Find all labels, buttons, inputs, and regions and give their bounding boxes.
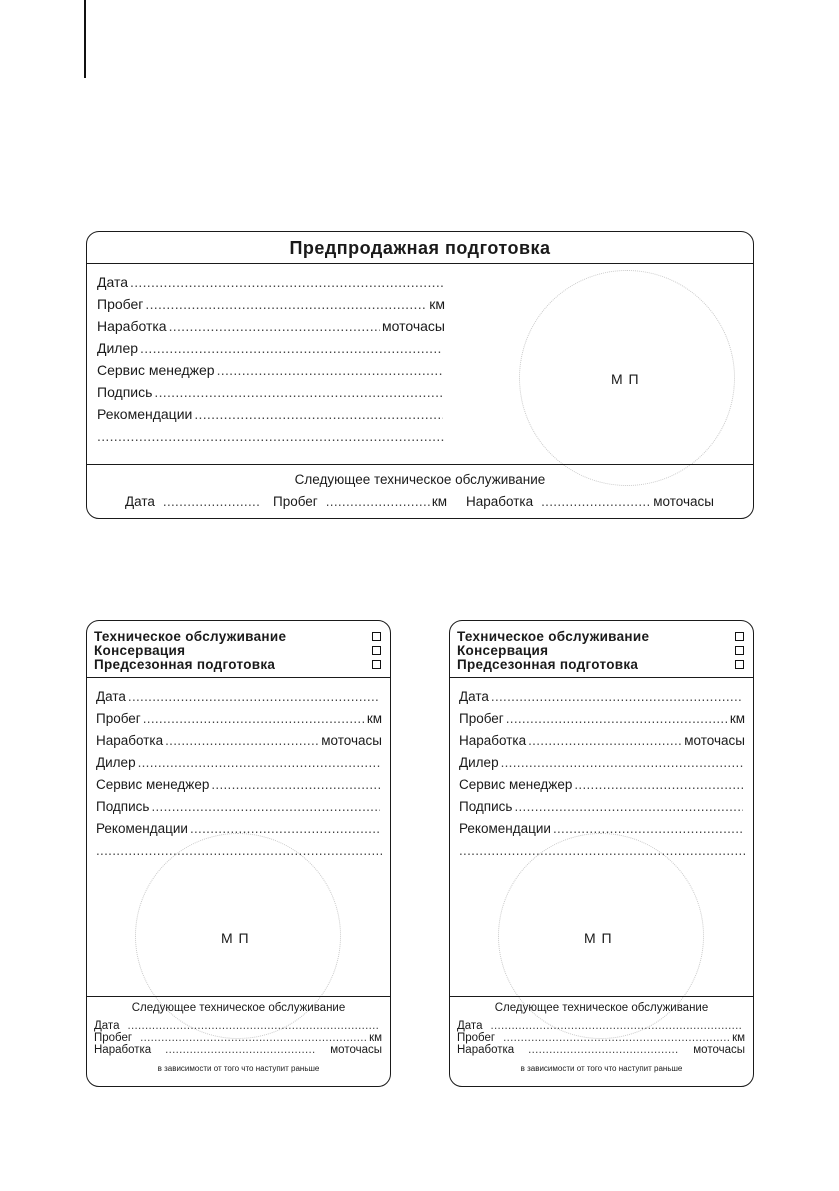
signature-field[interactable] bbox=[459, 799, 745, 814]
hours-dots bbox=[165, 733, 319, 748]
manager-label: Сервис менеджер bbox=[97, 362, 215, 378]
recommendations-extra-line[interactable] bbox=[459, 843, 745, 858]
dealer-field[interactable] bbox=[459, 755, 745, 770]
recommendations-field[interactable] bbox=[459, 821, 745, 836]
option-conservation-label: Консервация bbox=[457, 643, 549, 658]
next-hours-dots bbox=[165, 1044, 316, 1056]
next-mileage-unit: км bbox=[732, 1032, 745, 1044]
dealer-label: Дилер bbox=[97, 340, 139, 356]
next-mileage-unit: км bbox=[369, 1032, 382, 1044]
checkbox-icon[interactable] bbox=[372, 660, 381, 669]
next-mileage-unit: км bbox=[431, 494, 447, 509]
hours-field[interactable] bbox=[96, 733, 382, 748]
next-hours-unit: моточасы bbox=[330, 1044, 382, 1056]
stamp-label: М П bbox=[221, 930, 250, 946]
extra-dots bbox=[96, 843, 382, 858]
signature-dots bbox=[154, 384, 443, 400]
service-card-right bbox=[449, 620, 754, 1087]
mileage-dots bbox=[506, 711, 728, 726]
dealer-field[interactable] bbox=[96, 755, 382, 770]
hours-label: Наработка bbox=[459, 733, 527, 748]
signature-dots bbox=[151, 799, 380, 814]
signature-label: Подпись bbox=[96, 799, 150, 814]
next-service-title: Следующее техническое обслуживание bbox=[294, 472, 546, 487]
mileage-dots bbox=[145, 296, 427, 312]
hours-label: Наработка bbox=[97, 318, 167, 334]
presale-card bbox=[86, 231, 754, 519]
recommendations-dots bbox=[194, 406, 443, 422]
date-field[interactable] bbox=[97, 274, 445, 290]
next-date-label: Дата bbox=[125, 494, 155, 509]
recommendations-dots bbox=[553, 821, 743, 836]
checkbox-icon[interactable] bbox=[735, 632, 744, 641]
date-dots bbox=[491, 689, 743, 704]
dealer-label: Дилер bbox=[96, 755, 136, 770]
whichever-first-note: в зависимости от того что наступит раньше bbox=[157, 1064, 320, 1073]
recommendations-label: Рекомендации bbox=[97, 406, 193, 422]
next-date-label: Дата bbox=[94, 1020, 120, 1032]
checkbox-icon[interactable] bbox=[735, 646, 744, 655]
service-card-left bbox=[86, 620, 391, 1087]
stamp-label: М П bbox=[611, 371, 640, 387]
checkbox-icon[interactable] bbox=[735, 660, 744, 669]
date-label: Дата bbox=[97, 274, 129, 290]
date-dots bbox=[128, 689, 380, 704]
extra-dots bbox=[459, 843, 745, 858]
header-divider bbox=[87, 677, 390, 678]
manager-dots bbox=[211, 777, 380, 792]
hours-unit: моточасы bbox=[321, 733, 382, 748]
whichever-first-note: в зависимости от того что наступит раньше bbox=[520, 1064, 683, 1073]
signature-dots bbox=[514, 799, 743, 814]
next-hours-field[interactable] bbox=[466, 494, 714, 509]
presale-title: Предпродажная подготовка bbox=[289, 238, 551, 258]
date-field[interactable] bbox=[96, 689, 382, 704]
date-label: Дата bbox=[459, 689, 489, 704]
next-date-field[interactable] bbox=[94, 1020, 382, 1032]
option-conservation-label: Консервация bbox=[94, 643, 186, 658]
next-hours-label: Наработка bbox=[94, 1044, 152, 1056]
next-service-title: Следующее техническое обслуживание bbox=[131, 1002, 346, 1014]
date-field[interactable] bbox=[459, 689, 745, 704]
mileage-dots bbox=[143, 711, 365, 726]
footer-divider bbox=[87, 996, 390, 997]
next-mileage-label: Пробег bbox=[94, 1032, 133, 1044]
next-mileage-field[interactable] bbox=[457, 1032, 745, 1044]
dealer-label: Дилер bbox=[459, 755, 499, 770]
mileage-unit: км bbox=[729, 711, 745, 726]
signature-label: Подпись bbox=[97, 384, 153, 400]
presale-header-divider bbox=[87, 263, 753, 264]
hours-label: Наработка bbox=[96, 733, 164, 748]
dealer-dots bbox=[140, 340, 443, 356]
next-service-title: Следующее техническое обслуживание bbox=[494, 1002, 709, 1014]
next-hours-dots bbox=[541, 494, 651, 509]
next-mileage-dots bbox=[326, 494, 430, 509]
manager-field[interactable] bbox=[96, 777, 382, 792]
next-date-dots bbox=[490, 1020, 743, 1032]
manager-dots bbox=[574, 777, 743, 792]
dealer-field[interactable] bbox=[97, 340, 445, 356]
recommendations-label: Рекомендации bbox=[96, 821, 188, 836]
next-date-field[interactable] bbox=[125, 494, 261, 509]
manager-field[interactable] bbox=[459, 777, 745, 792]
option-maintenance[interactable] bbox=[457, 629, 744, 644]
recommendations-label: Рекомендации bbox=[459, 821, 551, 836]
page-margin-marker bbox=[84, 0, 86, 78]
option-preseason[interactable] bbox=[94, 657, 381, 672]
next-hours-label: Наработка bbox=[466, 494, 534, 509]
presale-footer-divider bbox=[87, 464, 753, 465]
signature-field[interactable] bbox=[96, 799, 382, 814]
next-hours-field[interactable] bbox=[457, 1044, 745, 1056]
next-hours-unit: моточасы bbox=[693, 1044, 745, 1056]
signature-label: Подпись bbox=[459, 799, 513, 814]
checkbox-icon[interactable] bbox=[372, 646, 381, 655]
extra-dots bbox=[97, 428, 445, 444]
hours-dots bbox=[528, 733, 682, 748]
dealer-dots bbox=[138, 755, 380, 770]
next-hours-field[interactable] bbox=[94, 1044, 382, 1056]
hours-unit: моточасы bbox=[382, 318, 445, 334]
next-hours-dots bbox=[528, 1044, 679, 1056]
option-preseason-label: Предсезонная подготовка bbox=[457, 657, 639, 672]
mileage-unit: км bbox=[429, 296, 445, 312]
recommendations-extra-line[interactable] bbox=[96, 843, 382, 858]
option-maintenance-label: Техническое обслуживание bbox=[457, 629, 650, 644]
next-mileage-field[interactable] bbox=[94, 1032, 382, 1044]
mileage-label: Пробег bbox=[459, 711, 504, 726]
mileage-field[interactable] bbox=[459, 711, 745, 726]
mileage-label: Пробег bbox=[96, 711, 141, 726]
mileage-field[interactable] bbox=[97, 296, 445, 312]
hours-unit: моточасы bbox=[684, 733, 745, 748]
date-dots bbox=[130, 274, 443, 290]
hours-field[interactable] bbox=[459, 733, 745, 748]
next-hours-label: Наработка bbox=[457, 1044, 515, 1056]
next-mileage-label: Пробег bbox=[457, 1032, 496, 1044]
hours-field[interactable] bbox=[97, 318, 445, 334]
option-conservation[interactable] bbox=[457, 643, 744, 658]
mileage-label: Пробег bbox=[97, 296, 144, 312]
stamp-label: М П bbox=[584, 930, 613, 946]
mileage-field[interactable] bbox=[96, 711, 382, 726]
next-date-field[interactable] bbox=[457, 1020, 745, 1032]
next-mileage-dots bbox=[140, 1032, 367, 1044]
next-mileage-dots bbox=[503, 1032, 730, 1044]
manager-label: Сервис менеджер bbox=[459, 777, 573, 792]
next-date-dots bbox=[163, 494, 259, 509]
option-maintenance-label: Техническое обслуживание bbox=[94, 629, 287, 644]
next-date-dots bbox=[127, 1020, 380, 1032]
next-hours-unit: моточасы bbox=[653, 494, 714, 509]
option-maintenance[interactable] bbox=[94, 629, 381, 644]
option-preseason[interactable] bbox=[457, 657, 744, 672]
mileage-unit: км bbox=[366, 711, 382, 726]
next-mileage-field[interactable] bbox=[273, 494, 447, 509]
recommendations-field[interactable] bbox=[97, 406, 445, 422]
next-mileage-label: Пробег bbox=[273, 494, 318, 509]
option-conservation[interactable] bbox=[94, 643, 381, 658]
checkbox-icon[interactable] bbox=[372, 632, 381, 641]
option-preseason-label: Предсезонная подготовка bbox=[94, 657, 276, 672]
hours-dots bbox=[169, 318, 380, 334]
manager-dots bbox=[217, 362, 443, 378]
recommendations-extra-line[interactable] bbox=[97, 428, 445, 444]
signature-field[interactable] bbox=[97, 384, 445, 400]
manager-label: Сервис менеджер bbox=[96, 777, 210, 792]
next-date-label: Дата bbox=[457, 1020, 483, 1032]
footer-divider bbox=[450, 996, 753, 997]
date-label: Дата bbox=[96, 689, 126, 704]
manager-field[interactable] bbox=[97, 362, 445, 378]
header-divider bbox=[450, 677, 753, 678]
dealer-dots bbox=[501, 755, 743, 770]
recommendations-field[interactable] bbox=[96, 821, 382, 836]
recommendations-dots bbox=[190, 821, 380, 836]
